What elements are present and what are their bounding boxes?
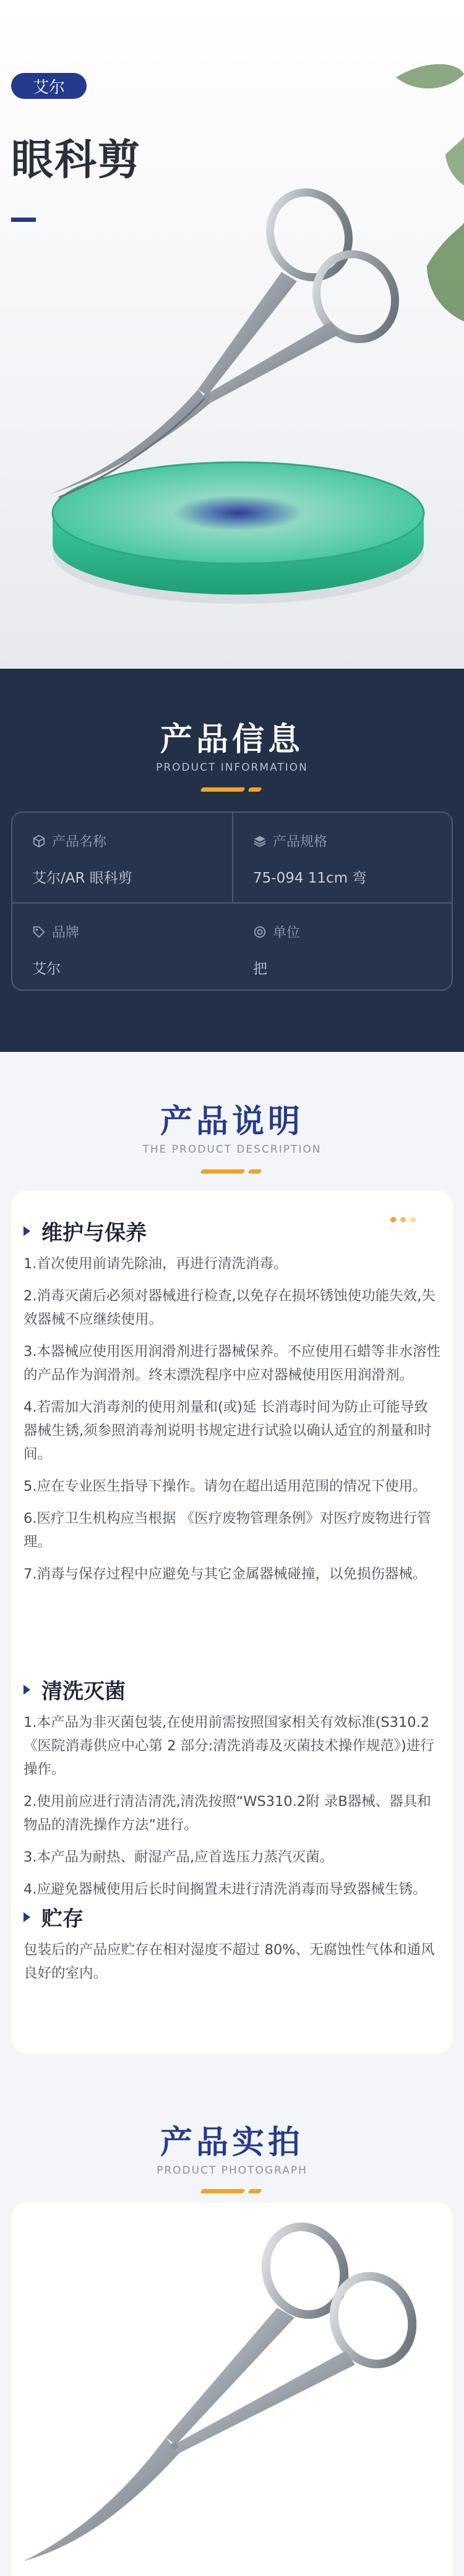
info-item-unit [233,904,450,993]
description-section-title: 产品说明 [160,1103,304,1140]
info-label-text: 单位 [273,925,301,941]
product-title: 眼科剪 [11,136,142,185]
accent-dash-short [247,1169,262,1174]
info-item-name [12,813,229,902]
paragraph: 包装后的产品应贮存在相对湿度不超过 80%、无腐蚀性气体和通风良好的室内。 [24,1942,435,1981]
triangle-bullet-icon [24,1226,30,1236]
info-value-text: 艾尔/AR 眼科剪 [32,870,132,886]
info-value-text: 75-094 11cm 弯 [253,870,367,886]
paragraph: 1.本产品为非灭菌包装,在使用前需按照国家相关有效标准(S310.2《医院消毒供应中心第 2 部分:清洗消毒及灭菌技术操作规范》)进行操作。 [24,1714,434,1777]
info-label-text: 品牌 [52,925,80,941]
product-photo-section [0,2079,464,2576]
paragraph: 4.若需加大消毒剂的使用剂量和(或)延 长消毒时间为防止可能导致器械生锈,须参照消毒剂说明书规定进行试验以确认适宜的剂量和时间。 [24,1399,432,1462]
paragraph: 2.消毒灭菌后必须对器械进行检查,以免存在损坏锈蚀使功能失效,失效器械不应继续使用。 [24,1288,436,1328]
green-platform [53,462,424,604]
info-label-text: 产品规格 [273,834,328,850]
paragraph: 2.使用前应进行清洁清洗,清洗按照“WS310.2附 录B器械、器具和物品的清洗操作方法”进行。 [24,1794,431,1833]
accent-dash-short [247,787,262,792]
info-item-brand [12,904,229,993]
triangle-bullet-icon [24,1912,30,1922]
info-value-text: 把 [253,961,267,977]
brand-badge: 艾尔 [11,73,87,99]
description-card [11,1191,453,2053]
product-info-section [0,669,464,1052]
paragraph: 7.消毒与保存过程中应避免与其它金属器械碰撞，以免损伤器械。 [24,1566,427,1582]
accent-dash-short [247,2189,262,2193]
paragraph: 1.首次使用前请先除油，再进行清洗消毒。 [24,1256,288,1272]
description-section-subtitle: THE PRODUCT DESCRIPTION [142,1143,322,1156]
triangle-bullet-icon [24,1685,30,1695]
photo-section-title: 产品实拍 [160,2124,304,2161]
paragraph: 3.本产品为耐热、耐湿产品,应首选压力蒸汽灭菌。 [24,1849,334,1865]
cleaning-block [11,1674,453,1910]
info-item-spec [233,813,450,902]
info-section-title: 产品信息 [160,721,304,758]
paragraph: 6.医疗卫生机构应当根据 《医疗废物管理条例》对医疗废物进行管理。 [24,1510,431,1550]
accent-dash [200,1169,245,1174]
section-heading: 清洗灭菌 [41,1679,126,1704]
leaf-decoration [396,64,464,321]
layers-icon [253,834,267,848]
info-section-subtitle: PRODUCT INFORMATION [156,761,308,774]
section-heading: 贮存 [41,1907,84,1931]
accent-dash [200,2189,245,2193]
paragraph: 4.应避免器械使用后长时间搁置未进行清洗消毒而导致器械生锈。 [24,1881,427,1897]
photo-section-subtitle: PRODUCT PHOTOGRAPH [157,2164,307,2177]
paragraph: 5.应在专业医生指导下操作。请勿在超出适用范围的情况下使用。 [24,1478,427,1494]
title-underline [11,218,36,222]
info-value-text: 艾尔 [32,961,61,977]
scissors-image [49,179,409,498]
product-photo-card [11,2203,453,2576]
accent-dash [200,787,245,792]
product-description-section [0,1052,464,2079]
scissors-photo [11,2203,453,2576]
storage-block [11,1902,453,1994]
paragraph: 3.本器械应使用医用润滑剂进行器械保养。不应使用石蜡等非水溶性的产品作为润滑剂。终末漂洗程序中应对器械使用医用润滑剂。 [24,1344,440,1383]
hero-banner [0,0,464,669]
tag-icon [32,925,46,939]
hero-illustration [0,0,464,669]
info-table [11,811,453,991]
section-heading: 维护与保养 [41,1221,147,1245]
maintenance-block [11,1216,453,1595]
info-label-text: 产品名称 [52,834,107,850]
unit-icon [253,925,267,939]
cube-icon [32,834,46,848]
